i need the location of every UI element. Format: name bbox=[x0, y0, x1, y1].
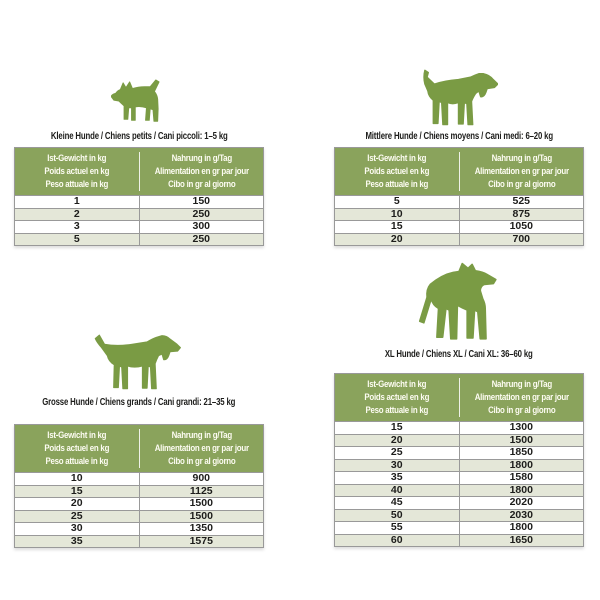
table-row bbox=[335, 521, 583, 534]
table-cell: 1500 bbox=[189, 497, 213, 509]
section-medium-dogs bbox=[334, 69, 584, 246]
table-row bbox=[335, 208, 583, 221]
section-title: Grosse Hunde / Chiens grands / Cani grandi: 21–35 kg bbox=[42, 397, 236, 408]
large-dog-icon bbox=[14, 334, 264, 391]
table-row bbox=[335, 220, 583, 233]
header-line: Nahrung in g/Tag bbox=[491, 379, 552, 389]
header-line: Poids actuel en kg bbox=[364, 392, 430, 402]
table-cell: 35 bbox=[335, 472, 460, 484]
header-line: Cibo in gr al giorno bbox=[167, 456, 235, 466]
table-row bbox=[335, 434, 583, 447]
table-cell: 25 bbox=[15, 511, 140, 523]
header-line: Peso attuale in kg bbox=[365, 179, 429, 189]
food-column-header bbox=[460, 378, 584, 417]
table-row bbox=[15, 497, 263, 510]
table-cell: 1575 bbox=[189, 534, 213, 547]
table-body bbox=[15, 196, 263, 245]
header-line: Nahrung in g/Tag bbox=[171, 153, 232, 163]
table-header bbox=[15, 148, 263, 196]
table-cell: 2 bbox=[15, 209, 140, 221]
table-cell: 875 bbox=[512, 207, 531, 220]
table-row bbox=[15, 208, 263, 221]
weight-column-header bbox=[15, 152, 140, 191]
table-cell: 35 bbox=[15, 536, 140, 548]
xl-dog-icon bbox=[334, 262, 584, 342]
small-dog-icon bbox=[14, 75, 264, 127]
table-row bbox=[15, 196, 263, 208]
table-cell: 40 bbox=[335, 485, 460, 497]
header-line: Ist-Gewicht in kg bbox=[367, 153, 427, 163]
header-line: Peso attuale in kg bbox=[365, 405, 429, 415]
header-line: Peso attuale in kg bbox=[45, 456, 109, 466]
table-row bbox=[335, 446, 583, 459]
food-column-header bbox=[140, 152, 264, 191]
table-cell: 5 bbox=[15, 234, 140, 246]
table-cell: 1500 bbox=[189, 509, 213, 522]
table-cell: 55 bbox=[335, 522, 460, 534]
table-body bbox=[335, 422, 583, 546]
table-row bbox=[15, 233, 263, 246]
table-cell: 1 bbox=[15, 196, 140, 208]
section-large-dogs bbox=[14, 334, 264, 548]
table-cell: 30 bbox=[335, 460, 460, 472]
header-line: Cibo in gr al giorno bbox=[487, 179, 555, 189]
table-cell: 900 bbox=[192, 472, 211, 484]
food-column-header bbox=[140, 429, 264, 468]
table-header bbox=[335, 148, 583, 196]
table-cell: 250 bbox=[192, 232, 211, 245]
table-row bbox=[335, 471, 583, 484]
table-cell: 1050 bbox=[509, 220, 533, 232]
table-cell: 15 bbox=[15, 486, 140, 498]
table-cell: 700 bbox=[512, 232, 531, 245]
table-cell: 15 bbox=[335, 221, 460, 233]
table-cell: 15 bbox=[335, 422, 460, 434]
header-line: Nahrung in g/Tag bbox=[171, 430, 232, 440]
table-row bbox=[335, 496, 583, 509]
header-line: Poids actuel en kg bbox=[44, 166, 110, 176]
table-body bbox=[335, 196, 583, 245]
table-cell: 20 bbox=[335, 435, 460, 447]
weight-column-header bbox=[15, 429, 140, 468]
table-row bbox=[335, 509, 583, 522]
table-cell: 525 bbox=[512, 195, 531, 207]
table-cell: 20 bbox=[335, 234, 460, 246]
table-row bbox=[335, 233, 583, 246]
table-cell: 10 bbox=[15, 473, 140, 485]
table-cell: 250 bbox=[192, 207, 211, 220]
header-line: Ist-Gewicht in kg bbox=[47, 153, 107, 163]
section-title: Mittlere Hunde / Chiens moyens / Cani medi: 6–20 kg bbox=[365, 131, 553, 142]
table-cell: 30 bbox=[15, 523, 140, 535]
header-line: Poids actuel en kg bbox=[44, 443, 110, 453]
section-small-dogs bbox=[14, 75, 264, 246]
feeding-table-small bbox=[14, 147, 264, 246]
table-row bbox=[335, 196, 583, 208]
weight-column-header bbox=[335, 152, 460, 191]
table-cell: 1650 bbox=[509, 533, 533, 546]
header-line: Alimentation en gr par jour bbox=[154, 443, 249, 453]
food-column-header bbox=[460, 152, 584, 191]
table-row bbox=[335, 534, 583, 547]
section-xl-dogs bbox=[334, 262, 584, 547]
feeding-table-xl bbox=[334, 373, 584, 547]
table-body bbox=[15, 473, 263, 547]
table-row bbox=[335, 459, 583, 472]
header-line: Alimentation en gr par jour bbox=[474, 166, 569, 176]
table-row bbox=[335, 422, 583, 434]
header-line: Peso attuale in kg bbox=[45, 179, 109, 189]
section-title: XL Hunde / Chiens XL / Cani XL: 36–60 kg bbox=[385, 349, 533, 360]
header-line: Alimentation en gr par jour bbox=[154, 166, 249, 176]
table-cell: 20 bbox=[15, 498, 140, 510]
table-cell: 1300 bbox=[509, 421, 533, 433]
table-cell: 300 bbox=[192, 220, 211, 232]
table-cell: 10 bbox=[335, 209, 460, 221]
table-header bbox=[15, 425, 263, 473]
table-cell: 1800 bbox=[509, 458, 533, 471]
table-row bbox=[15, 485, 263, 498]
header-line: Ist-Gewicht in kg bbox=[47, 430, 107, 440]
table-row bbox=[15, 535, 263, 548]
table-cell: 2020 bbox=[509, 496, 533, 508]
header-line: Nahrung in g/Tag bbox=[491, 153, 552, 163]
table-cell: 150 bbox=[192, 195, 211, 207]
table-cell: 50 bbox=[335, 510, 460, 522]
header-line: Cibo in gr al giorno bbox=[167, 179, 235, 189]
table-cell: 1580 bbox=[509, 471, 533, 483]
table-cell: 60 bbox=[335, 535, 460, 547]
table-cell: 25 bbox=[335, 447, 460, 459]
table-header bbox=[335, 374, 583, 422]
table-row bbox=[15, 220, 263, 233]
medium-dog-icon bbox=[334, 69, 584, 127]
header-line: Ist-Gewicht in kg bbox=[367, 379, 427, 389]
table-cell: 45 bbox=[335, 497, 460, 509]
table-row bbox=[15, 473, 263, 485]
feeding-table-large bbox=[14, 424, 264, 548]
table-row bbox=[15, 522, 263, 535]
header-line: Alimentation en gr par jour bbox=[474, 392, 569, 402]
feeding-table-medium bbox=[334, 147, 584, 246]
table-row bbox=[335, 484, 583, 497]
table-cell: 1500 bbox=[509, 433, 533, 446]
table-cell: 5 bbox=[335, 196, 460, 208]
table-cell: 3 bbox=[15, 221, 140, 233]
table-row bbox=[15, 510, 263, 523]
table-cell: 1125 bbox=[189, 484, 213, 497]
table-cell: 1800 bbox=[509, 521, 533, 533]
weight-column-header bbox=[335, 378, 460, 417]
table-cell: 1800 bbox=[509, 483, 533, 496]
table-cell: 1350 bbox=[189, 522, 213, 534]
section-title: Kleine Hunde / Chiens petits / Cani piccoli: 1–5 kg bbox=[50, 131, 228, 142]
table-cell: 2030 bbox=[509, 508, 533, 521]
header-line: Poids actuel en kg bbox=[364, 166, 430, 176]
header-line: Cibo in gr al giorno bbox=[487, 405, 555, 415]
table-cell: 1850 bbox=[509, 446, 533, 458]
